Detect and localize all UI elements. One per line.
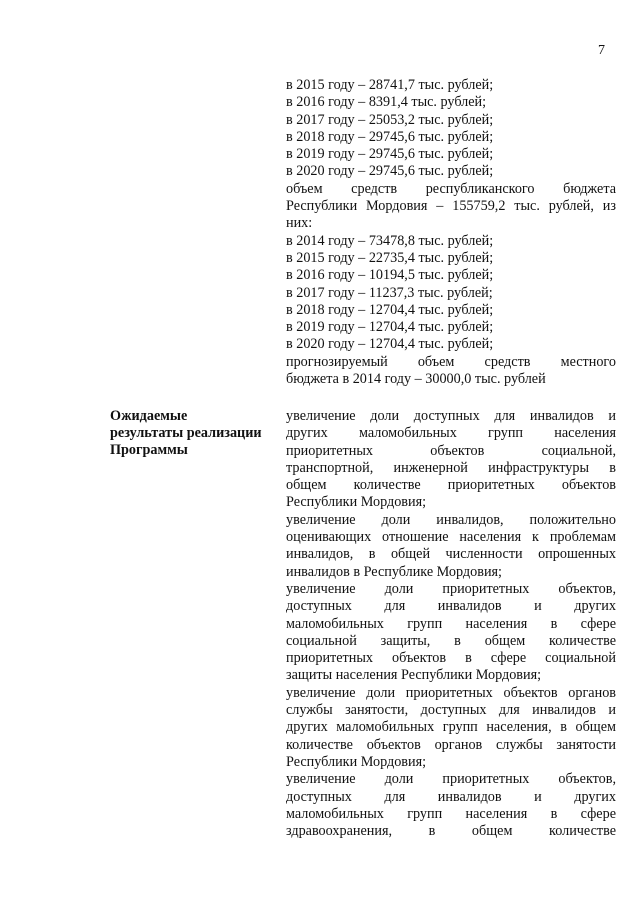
text-line: оценивающих отношение населения к проблемам <box>286 529 616 546</box>
text-line: транспортной, инженерной инфраструктуры в <box>286 459 616 476</box>
text-line: в 2017 году – 25053,2 тыс. рублей; <box>286 111 494 128</box>
expected-results-column <box>286 408 616 840</box>
text-line: общем количестве приоритетных объектов <box>286 477 616 494</box>
text-line: инвалидов в Республике Мордовия; <box>286 563 502 580</box>
text-line: объем средств республиканского бюджета <box>286 180 616 197</box>
text-line: в 2018 году – 12704,4 тыс. рублей; <box>286 301 494 318</box>
section-label-line: Ожидаемые <box>110 408 188 424</box>
text-line: социальной защиты, в общем количестве <box>286 632 616 649</box>
text-line: в 2018 году – 29745,6 тыс. рублей; <box>286 128 494 145</box>
section-label <box>110 408 278 460</box>
funding-text-column <box>286 77 616 388</box>
section-label-line: Программы <box>110 442 188 459</box>
text-line: доступных для инвалидов и других <box>286 788 616 805</box>
text-line: в 2019 году – 12704,4 тыс. рублей; <box>286 319 494 336</box>
text-line: других маломобильных групп населения <box>286 425 616 442</box>
text-line: маломобильных групп населения в сфере <box>286 805 616 822</box>
text-line: Республики Мордовия; <box>286 494 427 511</box>
text-line: службы занятости, доступных для инвалидов и <box>286 702 616 719</box>
text-line: в 2016 году – 8391,4 тыс. рублей; <box>286 94 487 111</box>
text-line: инвалидов, в общей численности опрошенных <box>286 546 616 563</box>
text-line: них: <box>286 215 313 232</box>
text-line: приоритетных объектов в сфере социальной <box>286 650 616 667</box>
text-line: увеличение доли приоритетных объектов органов <box>286 684 616 701</box>
text-line: в 2020 году – 12704,4 тыс. рублей; <box>286 336 494 353</box>
text-line: в 2015 году – 28741,7 тыс. рублей; <box>286 77 494 93</box>
text-line: в 2015 году – 22735,4 тыс. рублей; <box>286 249 494 266</box>
text-line: увеличение доли приоритетных объектов, <box>286 771 616 788</box>
text-line: защиты населения Республики Мордовия; <box>286 667 542 684</box>
text-line: маломобильных групп населения в сфере <box>286 615 616 632</box>
text-line: бюджета в 2014 году – 30000,0 тыс. рублей <box>286 371 546 388</box>
text-line: в 2017 году – 11237,3 тыс. рублей; <box>286 284 493 301</box>
text-line: увеличение доли инвалидов, положительно <box>286 511 616 528</box>
text-line: в 2019 году – 29745,6 тыс. рублей; <box>286 146 494 163</box>
text-line: в 2016 году – 10194,5 тыс. рублей; <box>286 267 494 284</box>
text-line: доступных для инвалидов и других <box>286 598 616 615</box>
text-line: в 2014 году – 73478,8 тыс. рублей; <box>286 232 494 249</box>
section-label-line: результаты реализации <box>110 425 262 442</box>
page-number: 7 <box>598 43 605 58</box>
text-line: в 2020 году – 29745,6 тыс. рублей; <box>286 163 494 180</box>
text-line: увеличение доли приоритетных объектов, <box>286 580 616 597</box>
text-line: прогнозируемый объем средств местного <box>286 353 616 370</box>
text-line: Республики Мордовия – 155759,2 тыс. рублей, из <box>286 198 616 215</box>
text-line: увеличение доли доступных для инвалидов и <box>286 408 616 424</box>
text-line: других маломобильных групп населения, в общем <box>286 719 616 736</box>
text-line: приоритетных объектов социальной, <box>286 442 616 459</box>
text-line: Республики Мордовия; <box>286 753 427 770</box>
text-line: здравоохранения, в общем количестве <box>286 823 616 840</box>
text-line: количестве объектов органов службы занятости <box>286 736 616 753</box>
